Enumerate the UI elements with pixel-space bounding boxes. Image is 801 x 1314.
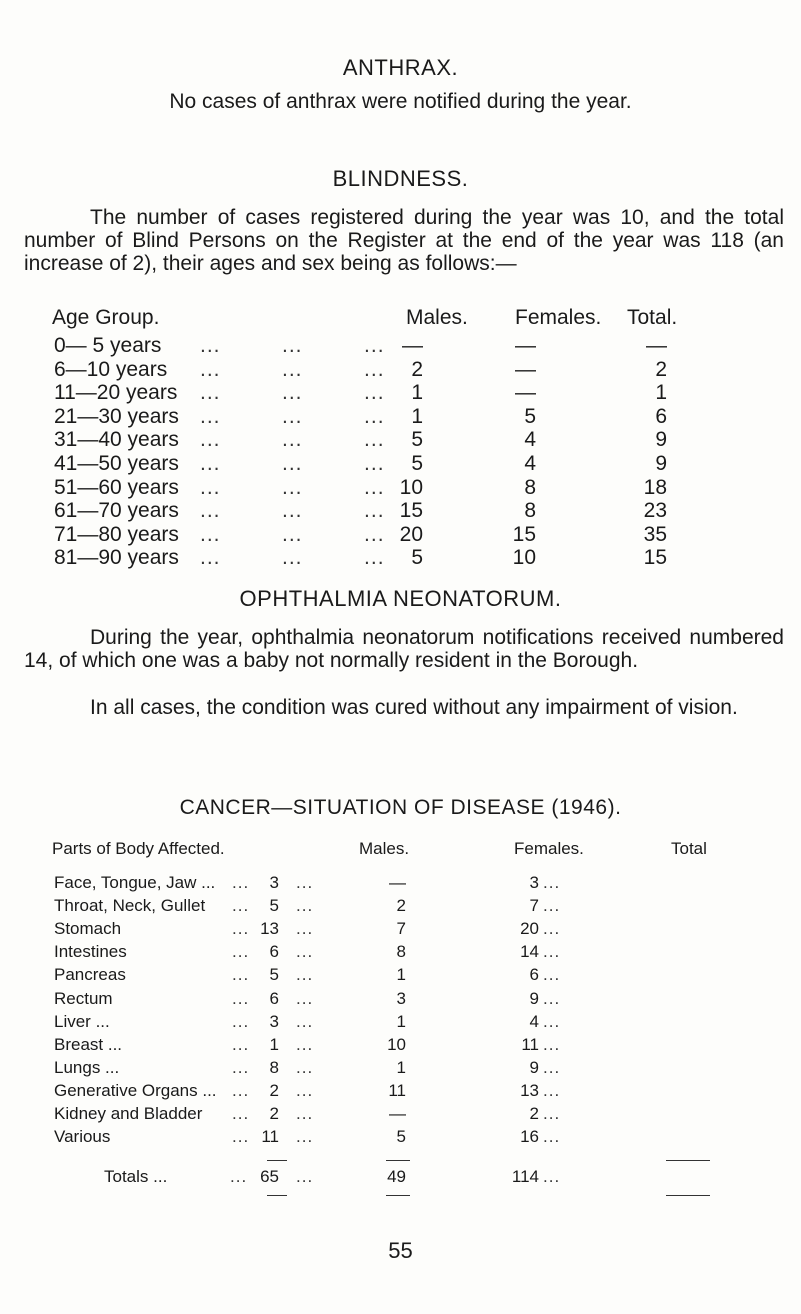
dot-leader: ... bbox=[232, 1104, 250, 1123]
cancer-row bbox=[0, 872, 801, 894]
blindness-heading: BLINDNESS. bbox=[332, 166, 469, 191]
females-value: 1 bbox=[396, 1057, 406, 1077]
body-part: Throat, Neck, Gullet bbox=[54, 896, 206, 916]
blindness-row bbox=[0, 477, 801, 499]
dot-leader: ... bbox=[543, 896, 561, 916]
females-value: 8 bbox=[524, 475, 536, 499]
females-value: 1 bbox=[396, 965, 406, 985]
females-value: 4 bbox=[524, 452, 536, 475]
age-group: 81—90 years bbox=[54, 546, 179, 570]
dot-leader: ... bbox=[296, 942, 314, 962]
females-value: 11 bbox=[388, 1080, 406, 1100]
total-value: 15 bbox=[643, 546, 667, 570]
females-value: 8 bbox=[524, 499, 536, 523]
males-value: 2 bbox=[411, 357, 423, 381]
total-value: 3 bbox=[529, 873, 539, 892]
anthrax-text: No cases of anthrax were notified during the year. bbox=[169, 90, 632, 113]
total-value: 4 bbox=[529, 1011, 539, 1031]
males-value: 5 bbox=[411, 546, 423, 570]
age-group: 71—80 years bbox=[54, 522, 179, 546]
total-value: 14 bbox=[520, 942, 539, 962]
subtotal-rule-males bbox=[267, 1160, 287, 1161]
ophthalmia-text-2: In all cases, the condition was cured without any impairment of vision. bbox=[90, 696, 738, 719]
dot-leader: ... ... ... bbox=[200, 452, 385, 475]
dot-leader: ... bbox=[296, 965, 314, 985]
males-value: 5 bbox=[269, 896, 279, 916]
body-part: Generative Organs ... bbox=[54, 1080, 217, 1100]
total-value: 9 bbox=[529, 988, 539, 1008]
dot-leader: ... bbox=[296, 988, 314, 1008]
blindness-row bbox=[0, 429, 801, 451]
blindness-row bbox=[0, 524, 801, 546]
cancer-header-part: Parts of Body Affected. bbox=[52, 839, 225, 858]
blindness-header-males: Males. bbox=[406, 306, 468, 329]
dot-leader: ... bbox=[232, 1011, 250, 1031]
total-value: 20 bbox=[520, 919, 539, 939]
totals-label: Totals ... bbox=[104, 1167, 168, 1186]
dot-leader: ... bbox=[232, 1034, 250, 1054]
males-value: 20 bbox=[399, 522, 423, 546]
dot-leader: ... ... ... bbox=[200, 428, 385, 452]
blindness-row bbox=[0, 547, 801, 569]
males-value: 1 bbox=[411, 404, 423, 428]
females-value: 10 bbox=[512, 546, 536, 570]
females-value: 10 bbox=[387, 1034, 406, 1054]
dot-leader: ... ... ... bbox=[200, 546, 385, 570]
dot-leader: ... bbox=[543, 965, 561, 985]
dot-leader: ... ... ... bbox=[200, 334, 385, 357]
dot-leader: ... bbox=[543, 942, 561, 962]
dot-leader: ... bbox=[543, 873, 561, 892]
ophthalmia-text-1: During the year, ophthalmia neonatorum notifications received numbered 14, of which one was a baby not normally resident in the Borough. bbox=[24, 626, 784, 672]
males-value: 10 bbox=[399, 475, 423, 499]
males-value: 3 bbox=[269, 873, 279, 892]
body-part: Pancreas bbox=[54, 965, 126, 985]
females-value: — bbox=[515, 381, 536, 405]
females-value: 4 bbox=[524, 428, 536, 452]
subtotal-rule-females bbox=[386, 1160, 410, 1161]
blindness-header-age: Age Group. bbox=[52, 306, 160, 329]
males-value: 8 bbox=[269, 1057, 279, 1077]
totals-males: 65 bbox=[260, 1167, 279, 1186]
dot-leader: ... bbox=[543, 1057, 561, 1077]
cancer-row bbox=[0, 895, 801, 917]
dot-leader: ... bbox=[296, 1167, 314, 1186]
cancer-row bbox=[0, 1126, 801, 1148]
total-value: 1 bbox=[655, 381, 667, 405]
dot-leader: ... bbox=[230, 1167, 248, 1186]
dot-leader: ... bbox=[543, 988, 561, 1008]
dot-leader: ... bbox=[543, 1104, 561, 1123]
dot-leader: ... ... ... bbox=[200, 475, 385, 499]
total-value: 9 bbox=[529, 1057, 539, 1077]
total-rule-total bbox=[666, 1195, 710, 1196]
total-value: — bbox=[646, 334, 667, 357]
males-value: 6 bbox=[269, 988, 279, 1008]
body-part: Stomach bbox=[54, 919, 122, 939]
body-part: Intestines bbox=[54, 942, 127, 962]
body-part: Face, Tongue, Jaw ... bbox=[54, 873, 216, 892]
dot-leader: ... bbox=[232, 1057, 250, 1077]
females-value: 1 bbox=[396, 1011, 406, 1031]
dot-leader: ... bbox=[232, 873, 250, 892]
dot-leader: ... bbox=[296, 1034, 314, 1054]
dot-leader: ... bbox=[232, 896, 250, 916]
total-value: 7 bbox=[529, 896, 539, 916]
dot-leader: ... bbox=[296, 896, 314, 916]
cancer-header-males: Males. bbox=[359, 839, 410, 858]
blindness-row bbox=[0, 382, 801, 404]
body-part: Various bbox=[54, 1127, 111, 1147]
dot-leader: ... bbox=[296, 1104, 314, 1123]
dot-leader: ... bbox=[543, 1167, 561, 1186]
total-value: 16 bbox=[520, 1127, 539, 1147]
females-value: 2 bbox=[396, 896, 406, 916]
dot-leader: ... bbox=[296, 1011, 314, 1031]
cancer-row bbox=[0, 988, 801, 1010]
age-group: 6—10 years bbox=[54, 357, 168, 381]
males-value: 11 bbox=[261, 1127, 279, 1147]
page-number: 55 bbox=[388, 1238, 413, 1263]
total-rule-females bbox=[386, 1195, 410, 1196]
totals-total: 114 bbox=[511, 1167, 539, 1186]
cancer-row bbox=[0, 1057, 801, 1079]
cancer-header-females: Females. bbox=[514, 839, 584, 858]
body-part: Liver ... bbox=[54, 1011, 110, 1031]
dot-leader: ... ... ... bbox=[200, 499, 385, 523]
dot-leader: ... bbox=[543, 1127, 561, 1147]
dot-leader: ... bbox=[296, 919, 314, 939]
age-group: 61—70 years bbox=[54, 499, 179, 523]
dot-leader: ... ... ... bbox=[200, 522, 385, 546]
dot-leader: ... bbox=[232, 988, 250, 1008]
cancer-row bbox=[0, 918, 801, 940]
dot-leader: ... bbox=[296, 873, 314, 892]
dot-leader: ... bbox=[543, 1034, 561, 1054]
dot-leader: ... bbox=[543, 919, 561, 939]
dot-leader: ... bbox=[232, 942, 250, 962]
males-value: 1 bbox=[411, 381, 423, 405]
body-part: Rectum bbox=[54, 988, 113, 1008]
age-group: 41—50 years bbox=[54, 452, 179, 475]
cancer-row bbox=[0, 941, 801, 963]
total-value: 18 bbox=[643, 475, 667, 499]
age-group: 21—30 years bbox=[54, 404, 179, 428]
cancer-row bbox=[0, 1034, 801, 1056]
blindness-row bbox=[0, 359, 801, 381]
males-value: 5 bbox=[411, 452, 423, 475]
total-value: 2 bbox=[529, 1104, 539, 1123]
dot-leader: ... bbox=[232, 1080, 250, 1100]
totals-females: 49 bbox=[387, 1167, 406, 1186]
blindness-header-females: Females. bbox=[515, 306, 602, 329]
total-value: 13 bbox=[520, 1080, 539, 1100]
total-value: 9 bbox=[655, 428, 667, 452]
body-part: Breast ... bbox=[54, 1034, 123, 1054]
blindness-header-total: Total. bbox=[627, 306, 678, 329]
males-value: 2 bbox=[269, 1080, 279, 1100]
males-value: 3 bbox=[269, 1011, 279, 1031]
dot-leader: ... bbox=[232, 919, 250, 939]
females-value: 15 bbox=[512, 522, 536, 546]
cancer-header-total: Total bbox=[671, 839, 707, 858]
males-value: 13 bbox=[260, 919, 279, 939]
cancer-heading: CANCER—SITUATION OF DISEASE (1946). bbox=[179, 796, 622, 819]
blindness-text: The number of cases registered during the year was 10, and the total number of Blind Persons on the Register at the end of the year was 118 (an increase of 2), their ages and sex being as follows:— bbox=[24, 206, 784, 275]
total-value: 35 bbox=[643, 522, 667, 546]
anthrax-heading: ANTHRAX. bbox=[342, 55, 459, 80]
dot-leader: ... bbox=[543, 1080, 561, 1100]
females-value: 7 bbox=[396, 919, 406, 939]
subtotal-rule-total bbox=[666, 1160, 710, 1161]
females-value: 8 bbox=[396, 942, 406, 962]
females-value: 5 bbox=[524, 404, 536, 428]
males-value: 6 bbox=[269, 942, 279, 962]
ophthalmia-heading: OPHTHALMIA NEONATORUM. bbox=[239, 586, 562, 611]
total-value: 6 bbox=[529, 965, 539, 985]
females-value: — bbox=[389, 873, 406, 892]
males-value: — bbox=[402, 334, 423, 357]
cancer-totals-row bbox=[0, 1166, 801, 1188]
body-part: Kidney and Bladder bbox=[54, 1104, 203, 1123]
dot-leader: ... ... ... bbox=[200, 404, 385, 428]
dot-leader: ... ... ... bbox=[200, 381, 385, 405]
dot-leader: ... bbox=[296, 1080, 314, 1100]
males-value: 5 bbox=[411, 428, 423, 452]
age-group: 51—60 years bbox=[54, 475, 179, 499]
age-group: 0— 5 years bbox=[54, 334, 162, 357]
total-value: 2 bbox=[655, 357, 667, 381]
total-rule-males bbox=[267, 1195, 287, 1196]
dot-leader: ... bbox=[296, 1057, 314, 1077]
dot-leader: ... bbox=[232, 965, 250, 985]
females-value: 5 bbox=[396, 1127, 406, 1147]
blindness-row bbox=[0, 453, 801, 475]
total-value: 11 bbox=[521, 1034, 539, 1054]
males-value: 15 bbox=[399, 499, 423, 523]
dot-leader: ... bbox=[543, 1011, 561, 1031]
males-value: 2 bbox=[269, 1104, 279, 1123]
females-value: — bbox=[515, 334, 536, 357]
cancer-row bbox=[0, 1103, 801, 1125]
males-value: 1 bbox=[269, 1034, 279, 1054]
females-value: — bbox=[389, 1104, 406, 1123]
females-value: — bbox=[515, 357, 536, 381]
blindness-row bbox=[0, 500, 801, 522]
dot-leader: ... ... ... bbox=[200, 357, 385, 381]
body-part: Lungs ... bbox=[54, 1057, 120, 1077]
total-value: 9 bbox=[655, 452, 667, 475]
blindness-row bbox=[0, 335, 801, 357]
cancer-row bbox=[0, 1080, 801, 1102]
age-group: 31—40 years bbox=[54, 428, 179, 452]
blindness-row bbox=[0, 406, 801, 428]
total-value: 6 bbox=[655, 404, 667, 428]
dot-leader: ... bbox=[232, 1127, 250, 1147]
age-group: 11—20 years bbox=[54, 381, 178, 405]
cancer-row bbox=[0, 964, 801, 986]
females-value: 3 bbox=[396, 988, 406, 1008]
total-value: 23 bbox=[643, 499, 667, 523]
dot-leader: ... bbox=[296, 1127, 314, 1147]
cancer-row bbox=[0, 1011, 801, 1033]
males-value: 5 bbox=[269, 965, 279, 985]
